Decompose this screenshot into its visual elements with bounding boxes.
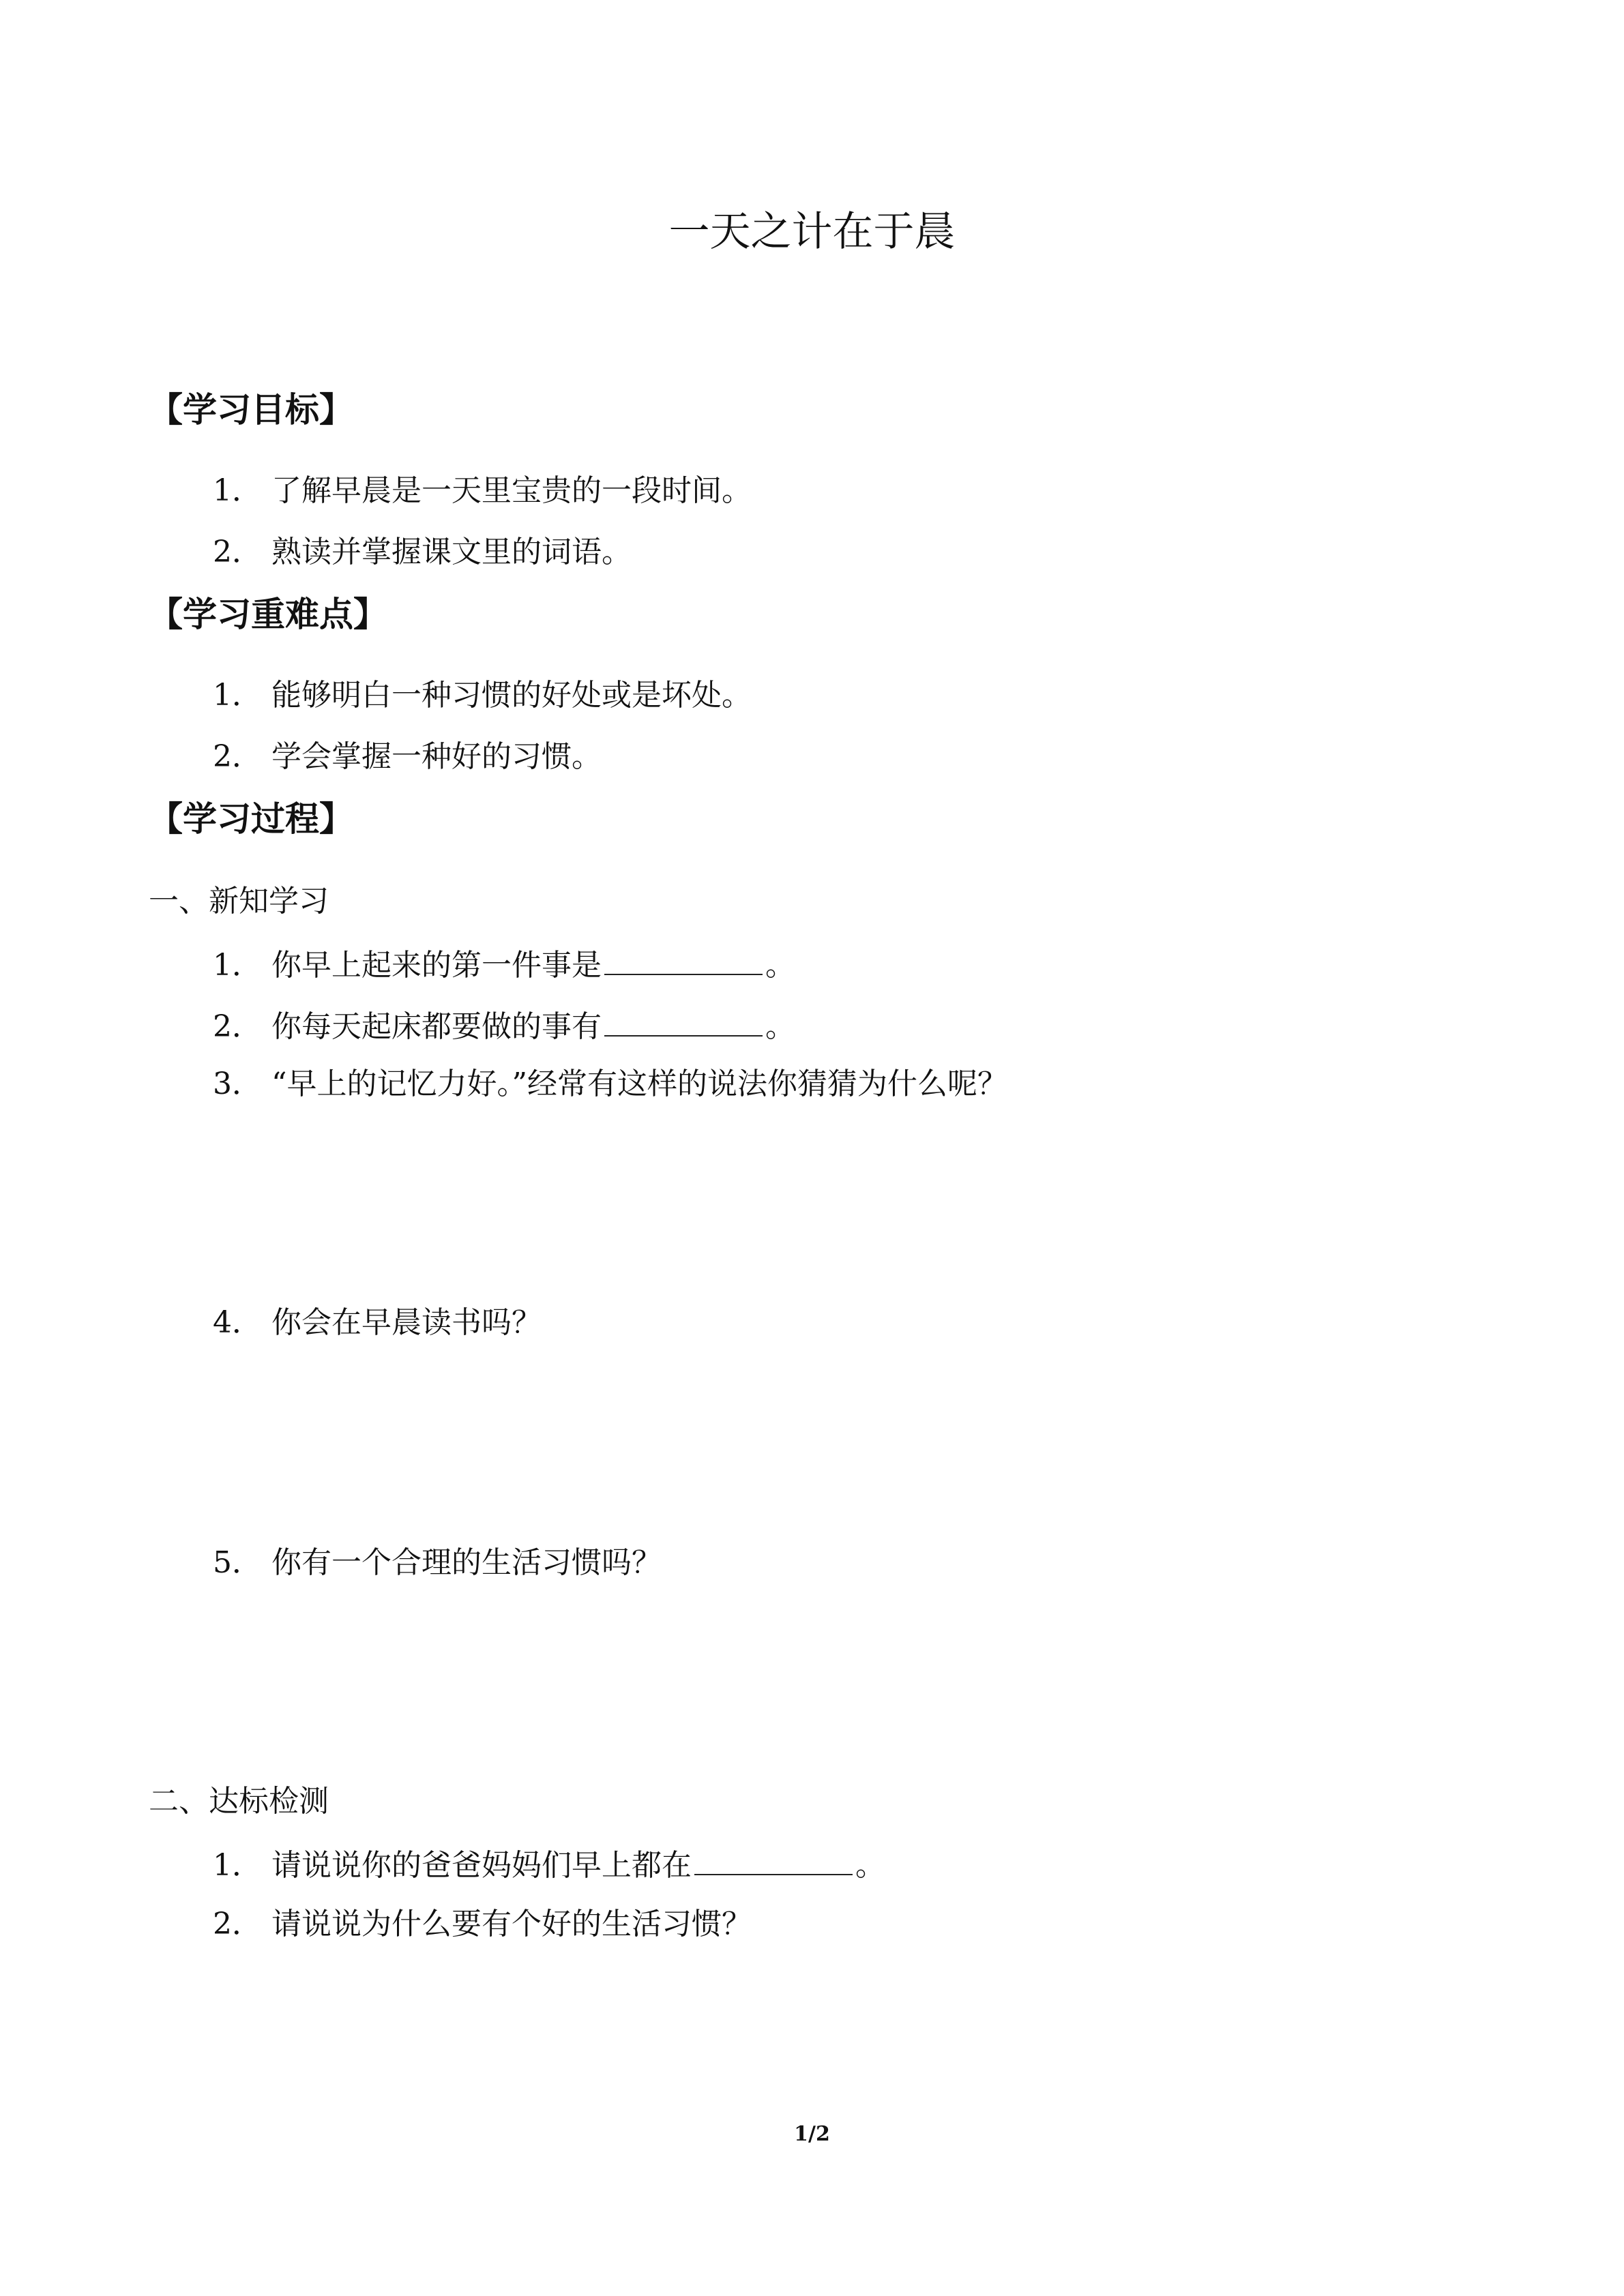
question-item bbox=[213, 1302, 542, 1343]
item-number: 1． bbox=[213, 678, 262, 713]
question-item bbox=[213, 1064, 1007, 1105]
item-text: “早上的记忆力好。”经常有这样的说法你猜猜为什么呢？ bbox=[271, 1067, 1007, 1101]
item-number: 5． bbox=[213, 1545, 262, 1580]
section-heading-goals: 【学习目标】 bbox=[149, 390, 353, 430]
question-item bbox=[213, 942, 795, 986]
item-number: 2． bbox=[213, 1907, 262, 1941]
item-text: 你会在早晨读书吗？ bbox=[271, 1305, 542, 1340]
item-text: 你每天起床都要做的事有 bbox=[271, 1009, 602, 1044]
section-heading-key-points: 【学习重难点】 bbox=[149, 595, 387, 634]
item-number: 2． bbox=[213, 1009, 262, 1044]
item-text: 你有一个合理的生活习惯吗？ bbox=[271, 1545, 662, 1580]
subheading-assessment: 二、达标检测 bbox=[149, 1784, 329, 1819]
item-number: 2． bbox=[213, 535, 262, 569]
goal-item bbox=[213, 471, 752, 511]
key-point-item bbox=[213, 736, 602, 777]
key-point-item bbox=[213, 675, 752, 716]
answer-blank[interactable] bbox=[694, 1843, 853, 1875]
item-text: 了解早晨是一天里宝贵的一段时间。 bbox=[271, 473, 752, 508]
answer-blank[interactable] bbox=[604, 942, 763, 975]
document-title: 一天之计在于晨 bbox=[668, 208, 956, 256]
item-number: 1． bbox=[213, 948, 262, 983]
item-text: 学会掌握一种好的习惯。 bbox=[271, 739, 602, 774]
item-text: 请说说为什么要有个好的生活习惯？ bbox=[271, 1907, 752, 1941]
section-heading-process: 【学习过程】 bbox=[149, 799, 353, 839]
item-suffix: 。 bbox=[765, 948, 795, 983]
item-number: 4． bbox=[213, 1305, 262, 1340]
question-item bbox=[213, 1843, 885, 1886]
item-text: 熟读并掌握课文里的词语。 bbox=[271, 535, 632, 569]
goal-item bbox=[213, 532, 632, 573]
question-item bbox=[213, 1542, 662, 1583]
item-text: 请说说你的爸爸妈妈们早上都在 bbox=[271, 1848, 692, 1883]
item-number: 2． bbox=[213, 739, 262, 774]
item-suffix: 。 bbox=[765, 1009, 795, 1044]
question-item bbox=[213, 1904, 752, 1945]
item-number: 3． bbox=[213, 1067, 262, 1101]
question-item bbox=[213, 1004, 795, 1047]
item-text: 能够明白一种习惯的好处或是坏处。 bbox=[271, 678, 752, 713]
answer-blank[interactable] bbox=[604, 1004, 763, 1037]
item-text: 你早上起来的第一件事是 bbox=[271, 948, 602, 983]
page-number: 1/2 bbox=[794, 2122, 830, 2146]
item-number: 1． bbox=[213, 1848, 262, 1883]
item-number: 1． bbox=[213, 473, 262, 508]
subheading-new-knowledge: 一、新知学习 bbox=[149, 884, 329, 919]
item-suffix: 。 bbox=[855, 1848, 885, 1883]
